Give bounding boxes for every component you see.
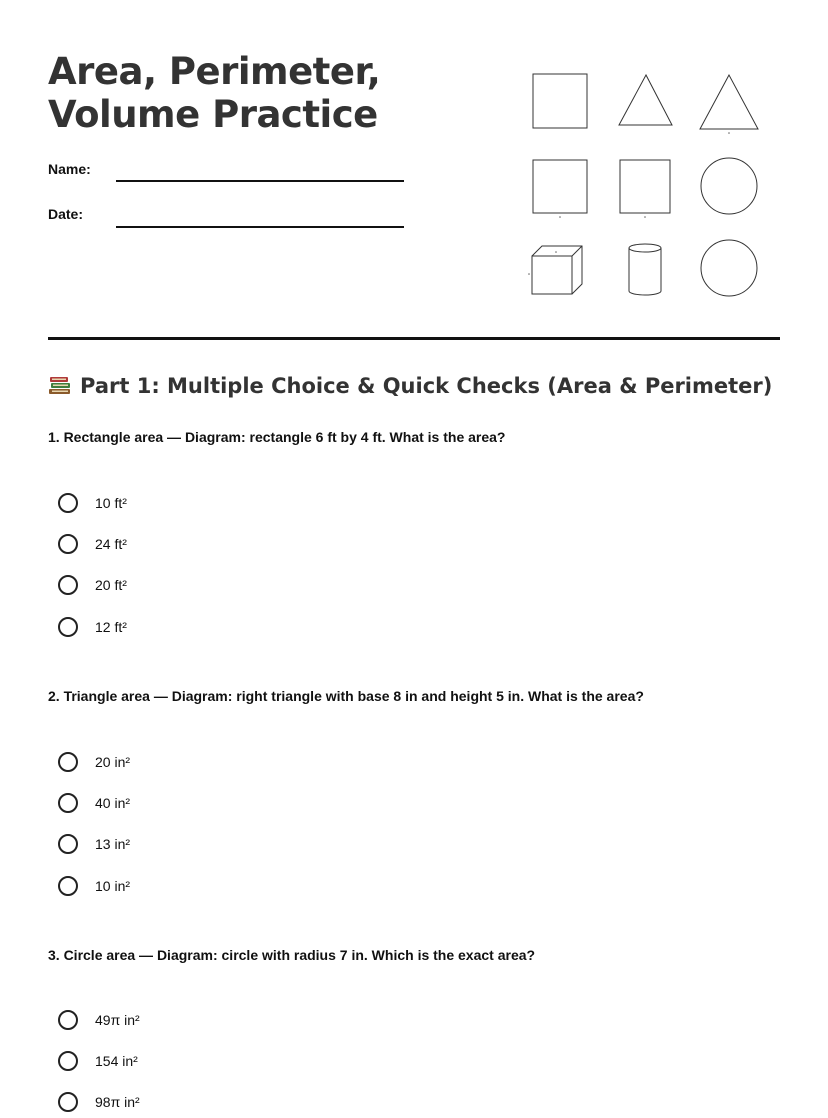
radio-button[interactable]	[58, 834, 78, 854]
question-2-option-1[interactable]	[58, 749, 130, 775]
part1-heading-text: Part 1: Multiple Choice & Quick Checks (Area & Perimeter)	[80, 374, 773, 398]
option-label: 12 ft²	[95, 619, 127, 635]
option-label: 10 ft²	[95, 495, 127, 511]
question-1-option-1[interactable]	[58, 490, 127, 516]
date-field[interactable]	[116, 226, 404, 228]
part1-heading	[48, 374, 772, 401]
option-label: 13 in²	[95, 836, 131, 852]
radio-button[interactable]	[58, 534, 78, 554]
question-2-option-4[interactable]	[58, 873, 130, 899]
radio-button[interactable]	[58, 876, 78, 896]
shapes-illustration	[520, 62, 770, 308]
circle-shape-icon	[701, 158, 757, 214]
question-3-text: 3. Circle area — Diagram: circle with radius 7 in. Which is the exact area?	[48, 947, 536, 963]
radio-button[interactable]	[58, 493, 78, 513]
radio-button[interactable]	[58, 793, 78, 813]
option-label: 154 in²	[95, 1053, 138, 1069]
name-label: Name:	[48, 161, 91, 177]
question-3-option-3[interactable]	[58, 1089, 140, 1115]
square-shape-icon	[533, 74, 587, 128]
radio-button[interactable]	[58, 1092, 78, 1112]
question-2-option-2[interactable]	[58, 790, 130, 816]
cylinder-shape-icon	[629, 244, 661, 295]
option-label: 98π in²	[95, 1094, 140, 1110]
books-icon	[48, 374, 72, 401]
page-title: Area, Perimeter, Volume Practice	[48, 50, 381, 136]
option-label: 24 ft²	[95, 536, 127, 552]
square-shape-icon	[533, 160, 587, 213]
option-label: 20 in²	[95, 754, 131, 770]
section-divider	[48, 337, 780, 340]
radio-button[interactable]	[58, 752, 78, 772]
radio-button[interactable]	[58, 1010, 78, 1030]
question-1-option-3[interactable]	[58, 572, 127, 598]
question-1-text: 1. Rectangle area — Diagram: rectangle 6 ft by 4 ft. What is the area?	[48, 429, 506, 445]
radio-button[interactable]	[58, 1051, 78, 1071]
square-shape-icon	[620, 160, 670, 213]
option-label: 40 in²	[95, 795, 131, 811]
date-label: Date:	[48, 206, 84, 222]
question-3-option-1[interactable]	[58, 1007, 140, 1033]
option-label: 20 ft²	[95, 577, 127, 593]
radio-button[interactable]	[58, 617, 78, 637]
question-2-option-3[interactable]	[58, 831, 130, 857]
question-1-option-4[interactable]	[58, 614, 127, 640]
name-field[interactable]	[116, 180, 404, 182]
option-label: 49π in²	[95, 1012, 140, 1028]
question-1-option-2[interactable]	[58, 531, 127, 557]
radio-button[interactable]	[58, 575, 78, 595]
option-label: 10 in²	[95, 878, 131, 894]
question-2-text: 2. Triangle area — Diagram: right triangle with base 8 in and height 5 in. What is the area?	[48, 688, 644, 704]
triangle-shape-icon	[619, 75, 672, 125]
circle-shape-icon	[701, 240, 757, 296]
cube-shape-icon	[532, 246, 582, 294]
triangle-shape-icon	[700, 75, 758, 129]
question-3-option-2[interactable]	[58, 1048, 138, 1074]
